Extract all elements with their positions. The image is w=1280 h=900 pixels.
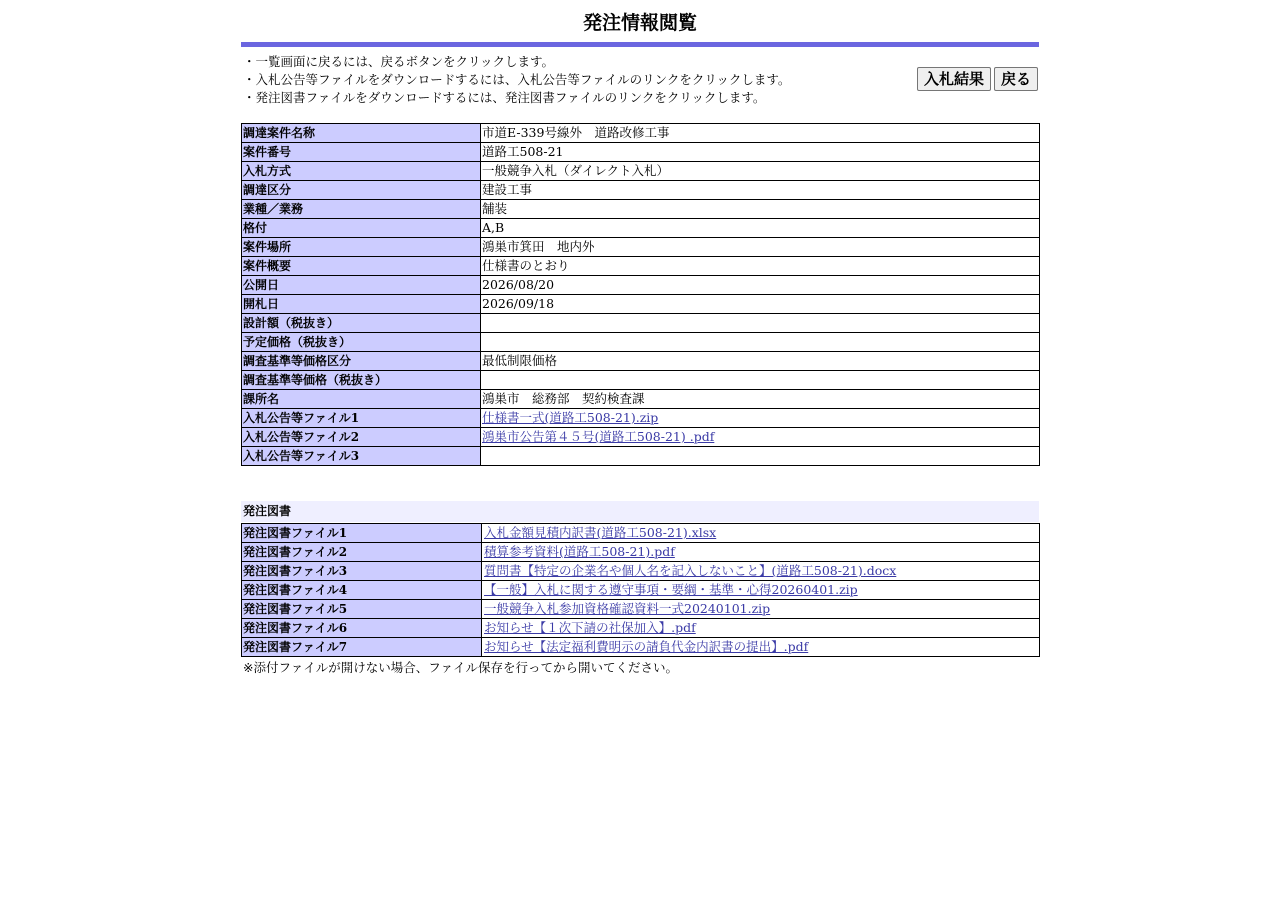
table-row	[242, 276, 1040, 295]
notice-file-link-2[interactable]: 鴻巣市公告第４５号(道路工508-21) .pdf	[482, 429, 715, 444]
instructions-area	[241, 47, 1039, 123]
attachment-note: ※添付ファイルが開けない場合、ファイル保存を行ってから開いてください。	[243, 660, 678, 675]
procurement-info-table	[241, 123, 1040, 466]
table-row	[242, 314, 1040, 333]
row-value: 一般競争入札（ダイレクト入札）	[481, 162, 1040, 181]
row-value: 仕様書のとおり	[481, 257, 1040, 276]
table-row	[242, 295, 1040, 314]
table-row	[242, 200, 1040, 219]
drawing-file-link-5[interactable]: 一般競争入札参加資格確認資料一式20240101.zip	[484, 601, 771, 616]
table-row	[242, 600, 1040, 619]
table-row	[242, 562, 1040, 581]
bid-result-button[interactable]: 入札結果	[917, 67, 991, 91]
row-value: 建設工事	[481, 181, 1040, 200]
notice-file-link-1[interactable]: 仕様書一式(道路工508-21).zip	[482, 410, 659, 425]
table-row	[242, 219, 1040, 238]
table-row	[242, 581, 1040, 600]
row-value	[481, 409, 1040, 428]
table-row	[242, 238, 1040, 257]
table-row	[242, 162, 1040, 181]
table-row	[242, 638, 1040, 657]
drawing-file-link-1[interactable]: 入札金額見積内訳書(道路工508-21).xlsx	[484, 525, 717, 540]
row-label: 発注図書ファイル4	[242, 581, 482, 600]
row-value	[482, 619, 1040, 638]
row-value	[481, 428, 1040, 447]
row-label: 課所名	[242, 390, 481, 409]
row-label: 発注図書ファイル6	[242, 619, 482, 638]
row-label: 格付	[242, 219, 481, 238]
row-label: 調達案件名称	[242, 124, 481, 143]
row-label: 調査基準等価格（税抜き）	[242, 371, 481, 390]
table-row	[242, 181, 1040, 200]
row-value	[481, 371, 1040, 390]
row-label: 公開日	[242, 276, 481, 295]
row-value	[481, 314, 1040, 333]
table-row	[242, 619, 1040, 638]
row-label: 案件概要	[242, 257, 481, 276]
page-container	[241, 0, 1039, 677]
row-value: 最低制限価格	[481, 352, 1040, 371]
row-label: 案件場所	[242, 238, 481, 257]
action-buttons	[917, 67, 1038, 91]
row-value	[481, 447, 1040, 466]
row-label: 発注図書ファイル5	[242, 600, 482, 619]
row-value: 2026/08/20	[481, 276, 1040, 295]
row-value: 舗装	[481, 200, 1040, 219]
drawings-section-heading: 発注図書	[241, 501, 1039, 522]
row-value	[482, 524, 1040, 543]
back-button[interactable]: 戻る	[994, 67, 1038, 91]
row-value	[482, 562, 1040, 581]
row-label: 調査基準等価格区分	[242, 352, 481, 371]
row-label: 業種／業務	[242, 200, 481, 219]
table-row	[242, 428, 1040, 447]
row-value: 市道E-339号線外 道路改修工事	[481, 124, 1040, 143]
instruction-drawing-files: ・発注図書ファイルをダウンロードするには、発注図書ファイルのリンクをクリックします。	[243, 90, 766, 105]
table-row	[242, 390, 1040, 409]
row-value	[482, 600, 1040, 619]
row-label: 発注図書ファイル7	[242, 638, 482, 657]
table-row	[242, 371, 1040, 390]
row-label: 入札公告等ファイル2	[242, 428, 481, 447]
row-label: 設計額（税抜き）	[242, 314, 481, 333]
drawings-files-table	[241, 523, 1040, 657]
table-row	[242, 447, 1040, 466]
row-label: 発注図書ファイル2	[242, 543, 482, 562]
drawing-file-link-7[interactable]: お知らせ【法定福利費明示の請負代金内訳書の提出】.pdf	[484, 639, 809, 654]
table-row	[242, 543, 1040, 562]
row-label: 発注図書ファイル3	[242, 562, 482, 581]
drawing-file-link-4[interactable]: 【一般】入札に関する遵守事項・要綱・基準・心得20260401.zip	[484, 582, 858, 597]
row-value: 道路工508-21	[481, 143, 1040, 162]
row-value: 2026/09/18	[481, 295, 1040, 314]
row-value	[482, 638, 1040, 657]
row-label: 入札方式	[242, 162, 481, 181]
page-title: 発注情報閲覧	[582, 12, 697, 34]
drawing-file-link-6[interactable]: お知らせ【１次下請の社保加入】.pdf	[484, 620, 696, 635]
row-value: A,B	[481, 219, 1040, 238]
table-row	[242, 333, 1040, 352]
row-label: 入札公告等ファイル1	[242, 409, 481, 428]
instruction-back: ・一覧画面に戻るには、戻るボタンをクリックします。	[243, 54, 555, 69]
table-row	[242, 409, 1040, 428]
row-value	[481, 333, 1040, 352]
row-label: 予定価格（税抜き）	[242, 333, 481, 352]
row-value: 鴻巣市 総務部 契約検査課	[481, 390, 1040, 409]
table-row	[242, 143, 1040, 162]
drawing-file-link-2[interactable]: 積算参考資料(道路工508-21).pdf	[484, 544, 675, 559]
row-value	[482, 581, 1040, 600]
drawing-file-link-3[interactable]: 質問書【特定の企業名や個人名を記入しないこと】(道路工508-21).docx	[484, 563, 897, 578]
row-label: 発注図書ファイル1	[242, 524, 482, 543]
row-label: 入札公告等ファイル3	[242, 447, 481, 466]
instruction-notice-files: ・入札公告等ファイルをダウンロードするには、入札公告等ファイルのリンクをクリックします。	[243, 72, 791, 87]
table-row	[242, 124, 1040, 143]
table-row	[242, 257, 1040, 276]
row-value	[482, 543, 1040, 562]
row-label: 開札日	[242, 295, 481, 314]
table-row	[242, 352, 1040, 371]
row-label: 案件番号	[242, 143, 481, 162]
row-label: 調達区分	[242, 181, 481, 200]
table-row	[242, 524, 1040, 543]
row-value: 鴻巣市箕田 地内外	[481, 238, 1040, 257]
